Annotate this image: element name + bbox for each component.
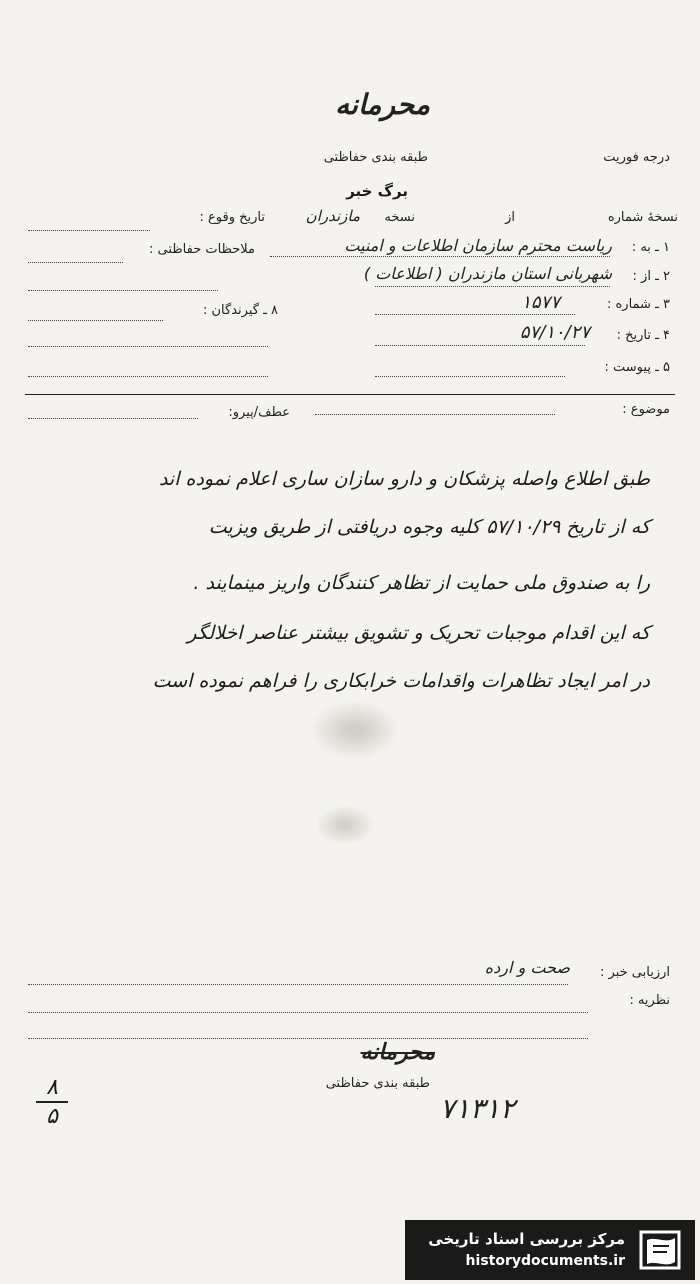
body-line-1: طبق اطلاع واصله پزشکان و دارو سازان ساری اعلام نموده اند (158, 468, 650, 490)
faint-bleed-mark (310, 700, 400, 760)
opinion-dots (28, 1012, 588, 1013)
field-2-value: شهربانی استان مازندران ( اطلاعات ) (363, 264, 612, 283)
handwritten-number: ۷۱۳۱۲ (439, 1092, 515, 1125)
archive-name: مرکز بررسی اسناد تاریخی (428, 1230, 625, 1248)
fraction-bottom: ۵ (46, 1104, 58, 1129)
place-handwritten: مازندران (305, 207, 360, 225)
handwritten-fraction (32, 1075, 72, 1129)
subject-dots (315, 414, 555, 415)
of-label: از (505, 210, 515, 225)
recipients-dots (28, 320, 163, 321)
opinion-label: نظریه : (629, 993, 670, 1008)
protective-notes-dots (28, 262, 123, 263)
field-3-dots (375, 314, 575, 315)
evaluation-dots (28, 984, 568, 985)
recipients-line-3 (28, 376, 268, 377)
field-3-label: ۳ ـ شماره : (606, 297, 670, 312)
field-4-dots (375, 345, 585, 346)
confidential-stamp-bottom: محرمانه (360, 1040, 435, 1065)
body-line-2: که از تاریخ ۵۷/۱۰/۲۹ کلیه وجوه دریافتی از طریق ویزیت (208, 516, 650, 538)
body-line-5: در امر ایجاد تظاهرات واقدامات خرابکاری را فراهم نموده است (152, 670, 650, 692)
body-line-4: که این اقدام موجبات تحریک و تشویق بیشتر عناصر اخلالگر (187, 622, 650, 644)
field-5-label: ۵ ـ پیوست : (604, 360, 670, 375)
field-1-value: ریاست محترم سازمان اطلاعات و امنیت (344, 236, 612, 255)
archive-watermark (405, 1220, 695, 1280)
field-5-dots (375, 376, 565, 377)
fraction-top: ۸ (46, 1075, 58, 1100)
faint-bleed-mark-2 (315, 805, 375, 845)
body-line-3: را به صندوق ملی حمایت از تظاهر کنندگان واریز مینمایند . (193, 572, 650, 594)
opinion-dots-2 (28, 1038, 588, 1039)
field-1-dots (270, 256, 610, 257)
notes-line-2 (28, 290, 218, 291)
field-4-value: ۵۷/۱۰/۲۷ (519, 322, 590, 343)
fraction-bar (36, 1101, 68, 1103)
archive-logo-icon (635, 1226, 685, 1274)
field-2-dots (375, 286, 610, 287)
reference-label: عطف/پیرو: (228, 405, 290, 420)
reference-dots (28, 418, 198, 419)
confidential-stamp-top: محرمانه (335, 88, 430, 121)
field-2-label: ۲ ـ از : (632, 269, 670, 284)
field-3-value: ۱۵۷۷ (521, 292, 560, 313)
classification-label-top: طبقه بندی حفاظتی (323, 150, 428, 165)
date-of-event-dots (28, 230, 150, 231)
recipients-line-2 (28, 346, 268, 347)
classification-label-bottom: طبقه بندی حفاظتی (325, 1076, 430, 1091)
field-4-label: ۴ ـ تاریخ : (616, 328, 670, 343)
header-divider (25, 394, 675, 395)
evaluation-value: صحت و ارده (484, 958, 570, 977)
priority-label: درجه فوریت (603, 150, 670, 165)
copy-label: نسخه (384, 210, 415, 225)
recipients-label: ۸ ـ گیرندگان : (203, 303, 278, 318)
archive-url: historydocuments.ir (465, 1253, 625, 1269)
evaluation-label: ارزیابی خبر : (600, 965, 670, 980)
protective-notes-label: ملاحظات حفاظتی : (149, 242, 255, 257)
date-of-event-label: تاریخ وقوع : (199, 210, 265, 225)
copy-number-label: نسخهٔ شماره (607, 210, 678, 225)
field-1-label: ۱ ـ به : (631, 240, 670, 255)
form-title: برگ خبر (346, 182, 408, 200)
subject-label: موضوع : (622, 402, 670, 417)
